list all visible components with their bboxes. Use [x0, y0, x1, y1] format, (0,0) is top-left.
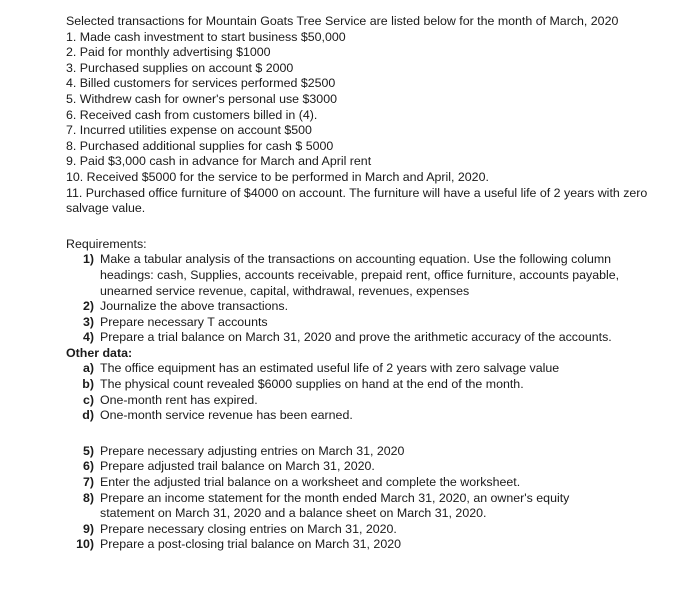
requirements-heading: Requirements:: [66, 236, 147, 251]
transaction-item: 1. Made cash investment to start business $50,000: [66, 29, 346, 44]
other-data-text: One-month rent has expired.: [100, 392, 258, 407]
requirement-number: 4): [82, 330, 94, 345]
other-data-letter: a): [82, 361, 94, 376]
other-data-letter: b): [82, 377, 94, 392]
requirement-item: [66, 330, 676, 346]
requirement-text: Prepare necessary closing entries on March 31, 2020.: [100, 521, 397, 536]
requirement-number: 3): [82, 314, 94, 329]
requirement-number: 2): [82, 299, 94, 314]
requirement-item: [66, 315, 676, 331]
transaction-item: 10. Received $5000 for the service to be performed in March and April, 2020.: [66, 169, 489, 184]
requirement-item: [66, 522, 676, 538]
requirement-text: Prepare a trial balance on March 31, 2020 and prove the arithmetic accuracy of the accounts.: [100, 330, 612, 345]
requirement-item: [66, 537, 676, 553]
other-data-letter: d): [82, 408, 94, 423]
requirement-number: 5): [82, 443, 94, 458]
requirement-item: [66, 475, 676, 491]
other-data-item: [66, 361, 676, 377]
transaction-item: 8. Purchased additional supplies for cash $ 5000: [66, 138, 334, 153]
other-data-heading: Other data:: [66, 345, 133, 360]
other-data-text: One-month service revenue has been earned.: [100, 408, 353, 423]
spacer: [66, 424, 676, 444]
requirement-text: Journalize the above transactions.: [100, 299, 289, 314]
requirement-number: 6): [82, 459, 94, 474]
transaction-item: 2. Paid for monthly advertising $1000: [66, 45, 271, 60]
transaction-item: 9. Paid $3,000 cash in advance for March and April rent: [66, 154, 372, 169]
transaction-item: 3. Purchased supplies on account $ 2000: [66, 60, 294, 75]
requirement-text: Prepare adjusted trail balance on March 31, 2020.: [100, 459, 375, 474]
document-page: [66, 14, 676, 553]
other-data-item: [66, 377, 676, 393]
requirement-number: 7): [82, 475, 94, 490]
other-data-list: [66, 361, 676, 423]
intro-paragraph: Selected transactions for Mountain Goats Tree Service are listed below for the month of March, 2020: [66, 14, 619, 28]
spacer: [66, 217, 676, 237]
requirement-text: Prepare an income statement for the month ended March 31, 2020, an owner's equity statement on March 31, 2020 and a balance sheet on March 31, 2020.: [100, 490, 570, 521]
requirement-text: Prepare necessary adjusting entries on March 31, 2020: [100, 443, 405, 458]
later-requirements-list: [66, 444, 676, 553]
other-data-letter: c): [82, 392, 94, 407]
requirement-text: Prepare a post-closing trial balance on March 31, 2020: [100, 537, 401, 552]
transaction-item: 11. Purchased office furniture of $4000 on account. The furniture will have a useful life of 2 years with zero salvage value.: [66, 185, 648, 216]
requirements-list: [66, 252, 676, 346]
other-data-item: [66, 393, 676, 409]
transaction-item: 6. Received cash from customers billed in (4).: [66, 107, 318, 122]
requirement-item: [66, 491, 676, 522]
requirement-number: 10): [76, 537, 94, 552]
other-data-text: The physical count revealed $6000 supplies on hand at the end of the month.: [100, 377, 524, 392]
requirement-number: 1): [82, 252, 94, 267]
requirement-item: [66, 299, 676, 315]
requirement-text: Enter the adjusted trial balance on a worksheet and complete the worksheet.: [100, 475, 521, 490]
requirement-item: [66, 459, 676, 475]
requirement-item: [66, 252, 676, 299]
other-data-item: [66, 408, 676, 424]
transaction-item: 7. Incurred utilities expense on account $500: [66, 123, 312, 138]
requirement-text: Make a tabular analysis of the transactions on accounting equation. Use the following column headings: cash, Supplies, accounts receivable, prepaid rent, office furniture, accounts payable, unearned service revenue, capital, withdrawal, revenues, expenses: [100, 252, 620, 298]
other-data-text: The office equipment has an estimated useful life of 2 years with zero salvage value: [100, 361, 560, 376]
requirement-number: 9): [82, 521, 94, 536]
transaction-item: 5. Withdrew cash for owner's personal use $3000: [66, 91, 337, 106]
requirement-text: Prepare necessary T accounts: [100, 314, 268, 329]
requirement-item: [66, 444, 676, 460]
requirement-number: 8): [82, 490, 94, 505]
transaction-list: [66, 30, 676, 217]
transaction-item: 4. Billed customers for services performed $2500: [66, 76, 336, 91]
